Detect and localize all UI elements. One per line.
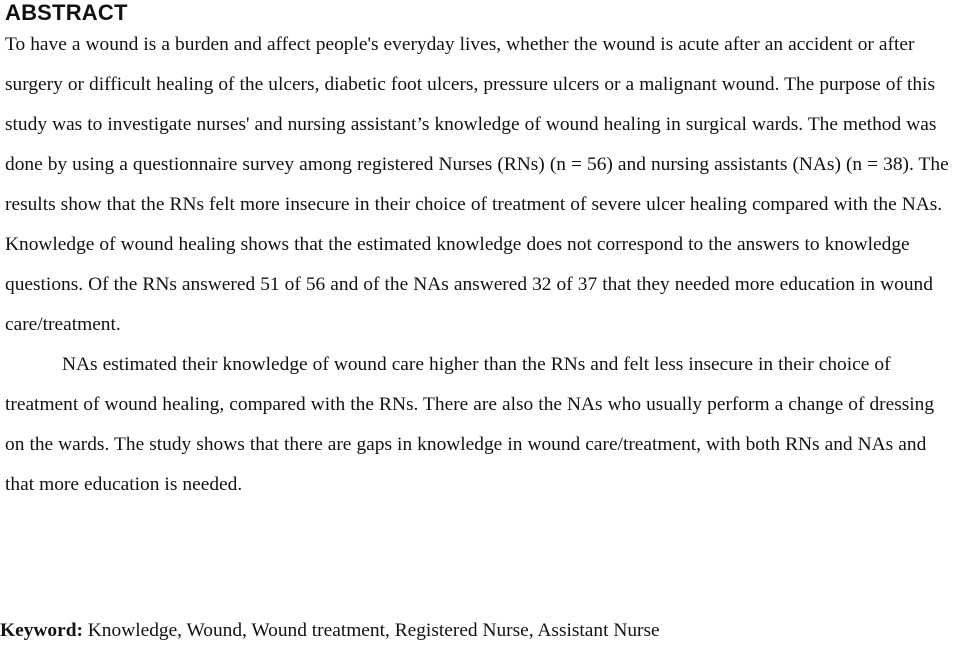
keywords-line	[0, 616, 660, 646]
abstract-paragraph-1: To have a wound is a burden and affect people's everyday lives, whether the wound is acute after an accident or after surgery or difficult healing of the ulcers, diabetic foot ulcers, pressure ulcers or a malignant wound. The purpose of this study was to investigate nurses' and nursing assistant’s knowledge of wound healing in surgical wards. The method was done by using a questionnaire survey among registered Nurses (RNs) (n = 56) and nursing assistants (NAs) (n = 38). The results show that the RNs felt more insecure in their choice of treatment of severe ulcer healing compared with the NAs. Knowledge of wound healing shows that the estimated knowledge does not correspond to the answers to knowledge questions. Of the RNs answered 51 of 56 and of the NAs answered 32 of 37 that they needed more education in wound care/treatment.	[5, 34, 949, 335]
document-page	[5, 0, 957, 505]
keywords-label: Keyword:	[0, 620, 83, 641]
abstract-paragraph-2: NAs estimated their knowledge of wound care higher than the RNs and felt less insecure in their choice of treatment of wound healing, compared with the RNs. There are also the NAs who usually perform a change of dressing on the wards. The study shows that there are gaps in knowledge in wound care/treatment, with both RNs and NAs and that more education is needed.	[5, 354, 935, 495]
abstract-heading: ABSTRACT	[5, 0, 128, 25]
keywords-list: Knowledge, Wound, Wound treatment, Registered Nurse, Assistant Nurse	[87, 620, 660, 641]
